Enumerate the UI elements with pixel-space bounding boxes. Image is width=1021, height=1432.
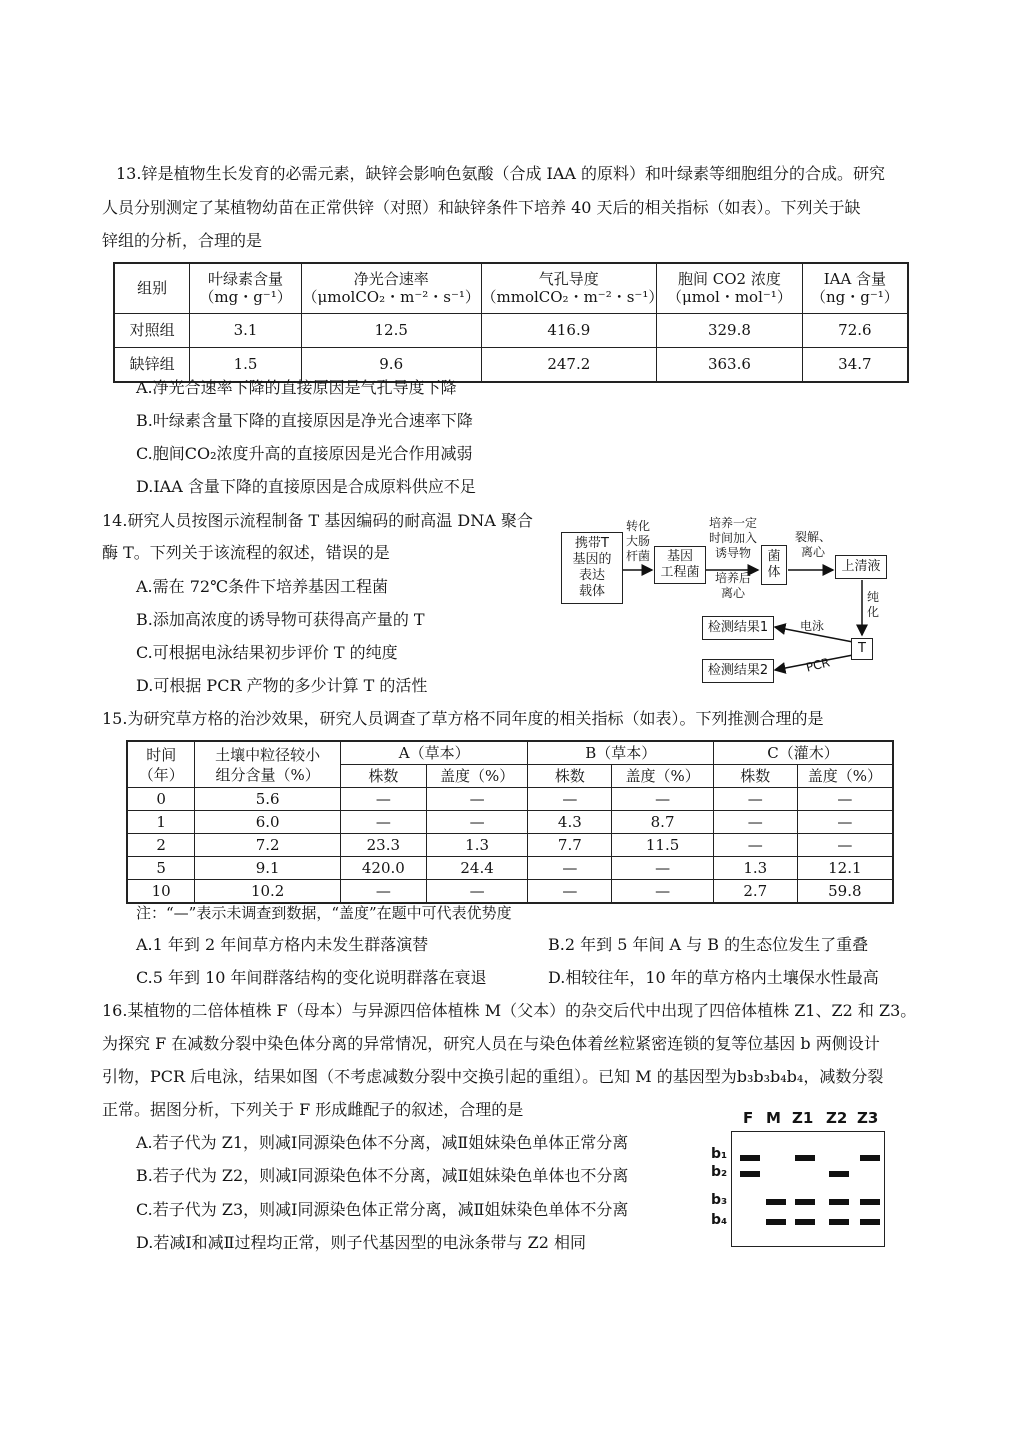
q15-h-group-b: B（草本） — [528, 741, 713, 765]
table-cell: — — [340, 811, 426, 834]
q13-line-2: 人员分别测定了某植物幼苗在正常供锌（对照）和缺锌条件下培养 40 天后的相关指标（如表）。下列关于缺 — [102, 198, 861, 217]
table-cell: 1 — [127, 811, 195, 834]
table-cell: 420.0 — [340, 857, 426, 880]
table-row — [127, 811, 893, 834]
q15-h-group-a: A（草本） — [340, 741, 528, 765]
gel-band-Z2-2 — [829, 1199, 849, 1205]
q15-h-count-b: 株数 — [528, 765, 612, 788]
table-cell: — — [426, 880, 528, 904]
q16-option-d[interactable]: D.若减Ⅰ和减Ⅱ过程均正常，则子代基因型的电泳条带与 Z2 相同 — [136, 1233, 587, 1252]
q15-table — [126, 740, 894, 904]
table-cell: — — [612, 880, 714, 904]
table-cell: — — [612, 857, 714, 880]
box-expression-vector: 携带T 基因的 表达 载体 — [561, 532, 623, 604]
q15-header-row-1 — [127, 741, 893, 765]
q13-option-b[interactable]: B.叶绿素含量下降的直接原因是净光合速率下降 — [136, 411, 473, 430]
table-cell: 10 — [127, 880, 195, 904]
q13-h-group: 组别 — [114, 263, 190, 313]
table-cell: — — [528, 857, 612, 880]
q13-option-a[interactable]: A.净光合速率下降的直接原因是气孔导度下降 — [136, 378, 457, 397]
table-cell: 416.9 — [481, 313, 657, 347]
lane-label-M: M — [766, 1109, 781, 1127]
table-cell: 23.3 — [340, 834, 426, 857]
q15-stem: 15.为研究草方格的治沙效果，研究人员调查了草方格不同年度的相关指标（如表）。下列推测合理的是 — [102, 709, 824, 728]
table-cell: 329.8 — [657, 313, 803, 347]
q16-option-c[interactable]: C.若子代为 Z3，则减Ⅰ同源染色体正常分离，减Ⅱ姐妹染色单体不分离 — [136, 1200, 629, 1219]
gel-band-M-2 — [766, 1199, 786, 1205]
table-cell: 5 — [127, 857, 195, 880]
q13-header-row — [114, 263, 908, 313]
box-engineered-bacteria: 基因 工程菌 — [654, 546, 706, 584]
row-label-b1: b₁ — [711, 1146, 728, 1162]
table-row — [114, 313, 908, 347]
label-induce: 培养一定 时间加入 诱导物 培养后 离心 — [708, 516, 757, 600]
table-cell: 5.6 — [195, 788, 341, 811]
table-cell: — — [713, 811, 797, 834]
table-cell: — — [713, 788, 797, 811]
table-cell: 9.6 — [301, 347, 481, 382]
table-cell: 对照组 — [114, 313, 190, 347]
table-cell: — — [528, 788, 612, 811]
q13-h-iaa: IAA 含量 （ng・g⁻¹） — [802, 263, 908, 313]
table-cell: — — [426, 788, 528, 811]
q15-note: 注：“—”表示未调查到数据，“盖度”在题中可代表优势度 — [136, 904, 512, 922]
q15-h-soil: 土壤中粒径较小 组分含量（%） — [195, 741, 341, 788]
table-cell: 72.6 — [802, 313, 908, 347]
q16-line-1: 16.某植物的二倍体植株 F（母本）与异源四倍体植株 M（父本）的杂交后代中出现了四倍体植株 Z1、Z2 和 Z3。 — [102, 1001, 917, 1020]
q14-line-2: 酶 T。下列关于该流程的叙述，错误的是 — [102, 543, 390, 562]
table-cell: — — [612, 788, 714, 811]
table-cell: — — [426, 811, 528, 834]
q15-option-d[interactable]: D.相较往年，10 年的草方格内土壤保水性最高 — [548, 968, 879, 987]
table-cell: 2 — [127, 834, 195, 857]
lane-label-Z1: Z1 — [792, 1109, 814, 1127]
q15-h-time: 时间 （年） — [127, 741, 195, 788]
q15-h-group-c: C（灌木） — [713, 741, 893, 765]
table-cell: 9.1 — [195, 857, 341, 880]
table-cell: 6.0 — [195, 811, 341, 834]
q16-line-4: 正常。据图分析，下列关于 F 形成雌配子的叙述，合理的是 — [102, 1100, 524, 1119]
gel-band-F-1 — [740, 1171, 760, 1177]
box-result-2: 检测结果2 — [702, 659, 774, 683]
q15-table-body — [127, 788, 893, 904]
q13-option-c[interactable]: C.胞间CO₂浓度升高的直接原因是光合作用减弱 — [136, 444, 473, 463]
q13-line-3: 锌组的分析，合理的是 — [102, 231, 263, 250]
table-cell: — — [340, 788, 426, 811]
lane-label-Z2: Z2 — [826, 1109, 848, 1127]
table-cell: 363.6 — [657, 347, 803, 382]
lane-label-F: F — [743, 1109, 754, 1127]
q15-option-c[interactable]: C.5 年到 10 年间群落结构的变化说明群落在衰退 — [136, 968, 487, 987]
gel-band-M-3 — [766, 1219, 786, 1225]
q15-h-cover-b: 盖度（%） — [612, 765, 714, 788]
table-cell: 59.8 — [797, 880, 893, 904]
table-cell: 1.5 — [190, 347, 302, 382]
gel-band-Z1-0 — [795, 1155, 815, 1161]
box-supernatant: 上清液 — [835, 555, 887, 579]
row-label-b4: b₄ — [711, 1212, 728, 1228]
q15-h-count-c: 株数 — [713, 765, 797, 788]
table-cell: 4.3 — [528, 811, 612, 834]
q15-option-b[interactable]: B.2 年到 5 年间 A 与 B 的生态位发生了重叠 — [548, 935, 869, 954]
table-cell: — — [528, 880, 612, 904]
q16-option-b[interactable]: B.若子代为 Z2，则减Ⅰ同源染色体不分离，减Ⅱ姐妹染色单体也不分离 — [136, 1166, 629, 1185]
q15-h-cover-a: 盖度（%） — [426, 765, 528, 788]
table-cell: 1.3 — [713, 857, 797, 880]
q15-h-cover-c: 盖度（%） — [797, 765, 893, 788]
q14-option-b[interactable]: B.添加高浓度的诱导物可获得高产量的 T — [136, 610, 425, 629]
q16-option-a[interactable]: A.若子代为 Z1，则减Ⅰ同源染色体不分离，减Ⅱ姐妹染色单体正常分离 — [136, 1133, 629, 1152]
table-row — [114, 347, 908, 382]
table-cell: — — [713, 834, 797, 857]
q13-line-1: 13.锌是植物生长发育的必需元素，缺锌会影响色氨酸（合成 IAA 的原料）和叶绿素等细胞组分的合成。研究 — [116, 164, 886, 183]
label-purify: 纯 化 — [866, 590, 879, 619]
table-cell: 0 — [127, 788, 195, 811]
table-cell: — — [797, 811, 893, 834]
gel-band-F-0 — [740, 1155, 760, 1161]
table-cell: 7.2 — [195, 834, 341, 857]
table-cell: 24.4 — [426, 857, 528, 880]
q13-h-ci: 胞间 CO2 浓度 （μmol・mol⁻¹） — [657, 263, 803, 313]
table-row — [127, 788, 893, 811]
q13-table — [113, 262, 909, 383]
q13-h-pn: 净光合速率 （μmolCO₂・m⁻²・s⁻¹） — [301, 263, 481, 313]
q14-option-a[interactable]: A.需在 72℃条件下培养基因工程菌 — [136, 577, 388, 596]
table-cell: 11.5 — [612, 834, 714, 857]
row-label-b2: b₂ — [711, 1164, 728, 1180]
table-cell: 1.3 — [426, 834, 528, 857]
gel-band-Z1-3 — [795, 1219, 815, 1225]
table-cell: 247.2 — [481, 347, 657, 382]
gel-band-Z3-0 — [860, 1155, 880, 1161]
box-enzyme-T: T — [851, 638, 873, 660]
row-label-b3: b₃ — [711, 1192, 728, 1208]
q14-option-c[interactable]: C.可根据电泳结果初步评价 T 的纯度 — [136, 643, 398, 662]
label-lyse: 裂解、 离心 — [794, 530, 831, 559]
table-row — [127, 834, 893, 857]
gel-band-Z2-1 — [829, 1171, 849, 1177]
q14-line-1: 14.研究人员按图示流程制备 T 基因编码的耐高温 DNA 聚合 — [102, 511, 533, 530]
q14-option-d[interactable]: D.可根据 PCR 产物的多少计算 T 的活性 — [136, 676, 428, 695]
table-row — [127, 880, 893, 904]
q15-h-count-a: 株数 — [340, 765, 426, 788]
table-row — [127, 857, 893, 880]
table-cell: 8.7 — [612, 811, 714, 834]
q15-option-a[interactable]: A.1 年到 2 年间草方格内未发生群落演替 — [136, 935, 429, 954]
table-cell: 3.1 — [190, 313, 302, 347]
gel-band-Z3-2 — [860, 1199, 880, 1205]
label-pcr: PCR — [804, 655, 832, 675]
label-electrophoresis: 电泳 — [800, 619, 825, 633]
label-transform: 转化 大肠 杆菌 — [625, 519, 650, 563]
q13-h-chl: 叶绿素含量 （mg・g⁻¹） — [190, 263, 302, 313]
q16-line-3: 引物，PCR 后电泳，结果如图（不考虑减数分裂中交换引起的重组）。已知 M 的基因型为b₃b₃b₄b₄，减数分裂 — [102, 1067, 884, 1086]
table-cell: 12.1 — [797, 857, 893, 880]
table-cell: — — [340, 880, 426, 904]
table-cell: — — [797, 834, 893, 857]
table-cell: 2.7 — [713, 880, 797, 904]
table-cell: 34.7 — [802, 347, 908, 382]
table-cell: 7.7 — [528, 834, 612, 857]
gel-band-Z1-2 — [795, 1199, 815, 1205]
table-cell: 12.5 — [301, 313, 481, 347]
lane-label-Z3: Z3 — [857, 1109, 879, 1127]
q13-option-d[interactable]: D.IAA 含量下降的直接原因是合成原料供应不足 — [136, 477, 476, 496]
table-cell: 10.2 — [195, 880, 341, 904]
q16-line-2: 为探究 F 在减数分裂中染色体分离的异常情况，研究人员在与染色体着丝粒紧密连锁的复等位基因 b 两侧设计 — [102, 1034, 880, 1053]
box-cells: 菌 体 — [761, 545, 787, 585]
q13-h-gs: 气孔导度 （mmolCO₂・m⁻²・s⁻¹） — [481, 263, 657, 313]
gel-band-Z2-3 — [829, 1219, 849, 1225]
gel-band-Z3-3 — [860, 1219, 880, 1225]
gel-frame — [731, 1131, 885, 1247]
table-cell: 缺锌组 — [114, 347, 190, 382]
box-result-1: 检测结果1 — [702, 616, 774, 640]
table-cell: — — [797, 788, 893, 811]
